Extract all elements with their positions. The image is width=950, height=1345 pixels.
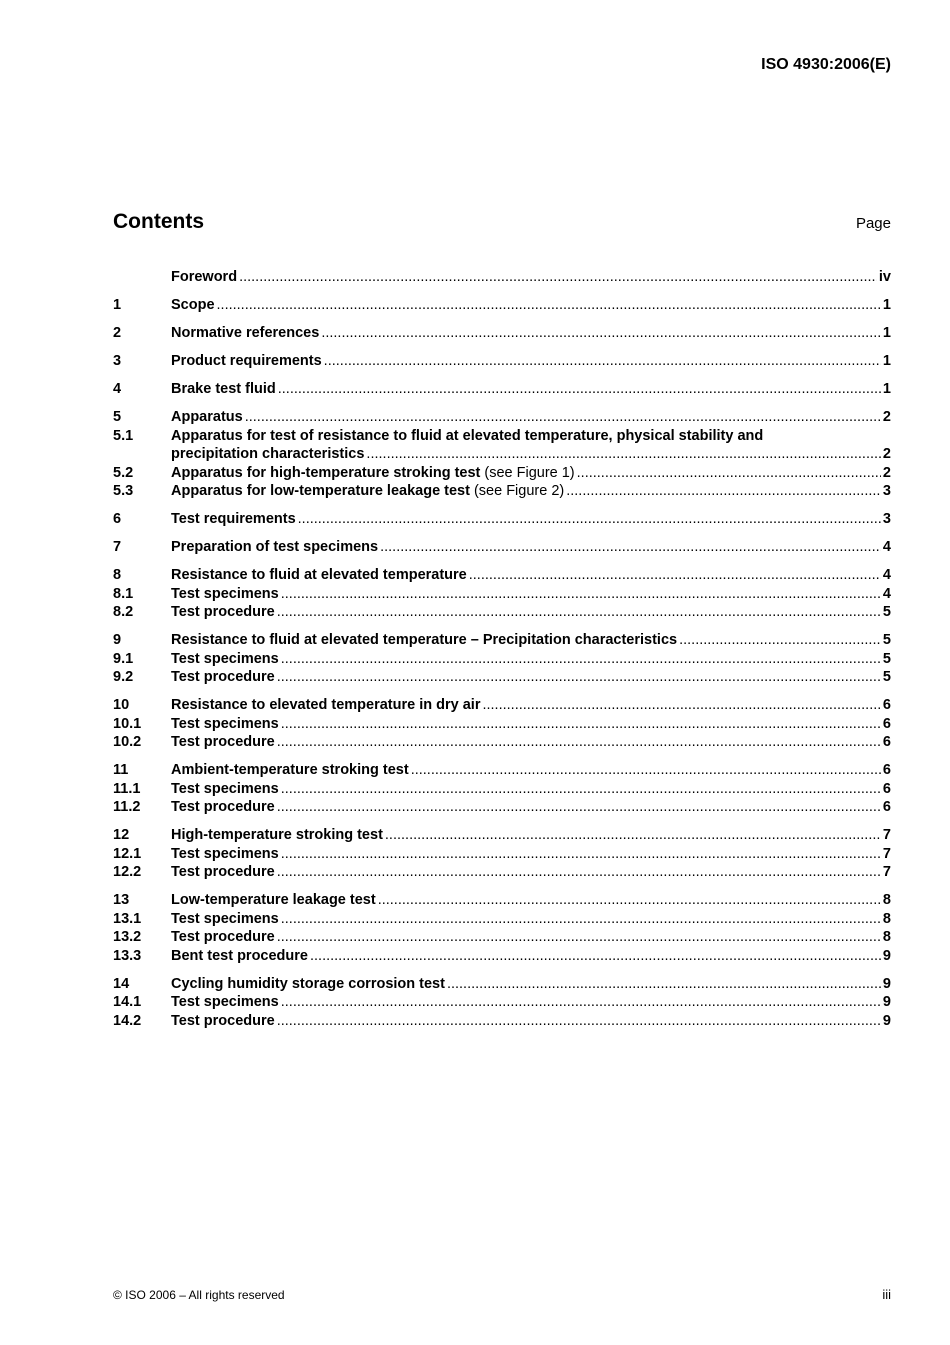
entry-title: Test procedure <box>171 864 275 880</box>
entry-number: 11.2 <box>113 799 141 815</box>
entry-number: 9.2 <box>113 669 134 685</box>
entry-line <box>171 445 891 464</box>
entry-number: 11 <box>113 762 129 778</box>
entry-body <box>171 408 891 427</box>
entry-page-number: 9 <box>882 1012 891 1029</box>
dot-leader <box>411 761 881 780</box>
entry-number: 8.2 <box>113 604 134 620</box>
entry-body <box>171 798 891 817</box>
page-number: iii <box>882 1287 891 1302</box>
entry-line <box>171 566 891 585</box>
dot-leader <box>281 780 881 799</box>
entry-page-number: 5 <box>882 650 891 667</box>
entry-body <box>171 380 891 399</box>
entry-number: 10.2 <box>113 734 142 750</box>
entry-number: 13 <box>113 892 130 908</box>
entry-line <box>171 296 891 315</box>
dot-leader <box>385 826 881 845</box>
toc-entry[interactable] <box>113 324 891 343</box>
entry-body <box>171 510 891 529</box>
entry-page-number: 6 <box>882 697 891 713</box>
entry-page-number: 6 <box>882 715 891 732</box>
toc-group <box>113 296 891 315</box>
entry-title: Resistance to elevated temperature in dry air <box>171 697 481 713</box>
toc-entry[interactable] <box>113 427 891 464</box>
entry-page-number: 6 <box>882 762 891 778</box>
entry-body <box>171 352 891 371</box>
dot-leader <box>277 1012 881 1031</box>
dot-leader <box>324 352 881 371</box>
dot-leader <box>239 268 877 287</box>
entry-number: 5.1 <box>113 427 134 444</box>
toc-entry[interactable] <box>113 780 891 799</box>
toc-entry[interactable] <box>113 798 891 817</box>
entry-line <box>171 482 891 501</box>
entry-number: 12 <box>113 827 130 843</box>
toc-group <box>113 380 891 399</box>
entry-body <box>171 975 891 994</box>
entry-page-number: 3 <box>882 511 891 527</box>
toc-group <box>113 510 891 529</box>
entry-number: 4 <box>113 381 122 397</box>
page-column-label: Page <box>855 215 891 232</box>
toc-entry[interactable] <box>113 910 891 929</box>
entry-figure-reference: (see Figure 2) <box>473 483 565 499</box>
entry-number: 13.1 <box>113 910 142 927</box>
entry-line <box>171 761 891 780</box>
entry-body <box>171 826 891 845</box>
entry-title: Normative references <box>171 325 320 341</box>
entry-page-number: 1 <box>882 353 891 369</box>
entry-body <box>171 324 891 343</box>
toc-group <box>113 696 891 752</box>
entry-line <box>171 650 891 669</box>
dot-leader <box>277 733 881 752</box>
toc-entry[interactable] <box>113 296 891 315</box>
dot-leader <box>469 566 881 585</box>
toc-entry[interactable] <box>113 408 891 427</box>
entry-number: 1 <box>113 297 122 313</box>
entry-page-number: iv <box>878 269 891 285</box>
entry-title: Resistance to fluid at elevated temperature <box>171 567 467 583</box>
entry-number: 8.1 <box>113 585 134 602</box>
entry-page-number: 8 <box>882 892 891 908</box>
entry-line <box>171 668 891 687</box>
toc-entry[interactable] <box>113 510 891 529</box>
toc-group <box>113 891 891 965</box>
entry-number: 10.1 <box>113 715 142 732</box>
entry-line <box>171 975 891 994</box>
dot-leader <box>366 445 881 464</box>
entry-line <box>171 464 891 483</box>
copyright-notice: © ISO 2006 – All rights reserved <box>113 1288 285 1302</box>
entry-line <box>171 798 891 817</box>
entry-line <box>171 733 891 752</box>
entry-body <box>171 928 891 947</box>
entry-figure-reference: (see Figure 1) <box>484 464 575 481</box>
entry-line <box>171 510 891 529</box>
toc-group <box>113 761 891 817</box>
entry-number: 10 <box>113 697 130 713</box>
entry-page-number: 5 <box>882 632 891 648</box>
toc-entry[interactable] <box>113 947 891 966</box>
entry-title: Test specimens <box>171 845 279 862</box>
entry-line <box>171 538 891 557</box>
toc-group <box>113 352 891 371</box>
entry-body <box>171 947 891 966</box>
entry-title: Test specimens <box>171 994 279 1010</box>
entry-number: 6 <box>113 511 122 527</box>
toc-entry[interactable] <box>113 733 891 752</box>
entry-title: Test requirements <box>171 511 296 527</box>
entry-page-number: 1 <box>882 297 891 313</box>
dot-leader <box>321 324 881 343</box>
entry-title: Test specimens <box>171 715 279 732</box>
entry-body <box>171 668 891 687</box>
entry-title: Cycling humidity storage corrosion test <box>171 975 445 992</box>
entry-body <box>171 585 891 604</box>
entry-page-number: 6 <box>882 734 891 750</box>
entry-body <box>171 910 891 929</box>
entry-line <box>171 863 891 882</box>
entry-title: Preparation of test specimens <box>171 539 379 555</box>
dot-leader <box>447 975 881 994</box>
entry-line <box>171 631 891 650</box>
entry-title: Test procedure <box>171 799 275 815</box>
entry-number: 7 <box>113 539 122 555</box>
entry-body <box>171 891 891 910</box>
entry-number: 9.1 <box>113 650 134 667</box>
entry-title: Test procedure <box>171 669 275 685</box>
entry-line <box>171 993 891 1012</box>
entry-line <box>171 427 891 446</box>
entry-line <box>171 380 891 399</box>
entry-title: Scope <box>171 297 215 313</box>
toc-entry[interactable] <box>113 631 891 650</box>
entry-page-number: 1 <box>882 325 891 341</box>
entry-body <box>171 464 891 483</box>
dot-leader <box>482 696 880 715</box>
toc-entry[interactable] <box>113 1012 891 1031</box>
entry-body <box>171 993 891 1012</box>
entry-title: Product requirements <box>171 353 322 369</box>
entry-page-number: 3 <box>882 483 891 499</box>
toc-entry[interactable] <box>113 863 891 882</box>
entry-body <box>171 650 891 669</box>
toc-entry[interactable] <box>113 566 891 585</box>
entry-page-number: 6 <box>882 780 891 797</box>
entry-body <box>171 715 891 734</box>
toc-group <box>113 826 891 882</box>
entry-title: Test specimens <box>171 780 279 797</box>
entry-number: 3 <box>113 353 122 369</box>
dot-leader <box>281 715 881 734</box>
dot-leader <box>277 928 881 947</box>
toc-entry[interactable] <box>113 538 891 557</box>
toc-group <box>113 538 891 557</box>
entry-line <box>171 780 891 799</box>
entry-page-number: 9 <box>882 947 891 964</box>
entry-title: Test specimens <box>171 650 279 667</box>
entry-line <box>171 352 891 371</box>
entry-title: Test procedure <box>171 604 275 620</box>
entry-body <box>171 1012 891 1031</box>
entry-page-number: 4 <box>882 567 891 583</box>
entry-page-number: 9 <box>882 994 891 1010</box>
entry-title: Low-temperature leakage test <box>171 892 376 908</box>
entry-body <box>171 538 891 557</box>
entry-title: Test procedure <box>171 1012 275 1029</box>
entry-title: precipitation characteristics <box>171 446 365 462</box>
entry-title: Apparatus for test of resistance to fluid at elevated temperature, physical stability and <box>171 427 764 444</box>
entry-number: 13.2 <box>113 929 142 945</box>
entry-body <box>171 845 891 864</box>
entry-line <box>171 585 891 604</box>
dot-leader <box>277 668 881 687</box>
entry-title: Test procedure <box>171 929 275 945</box>
entry-body <box>171 631 891 650</box>
entry-body <box>171 603 891 622</box>
toc-entry[interactable] <box>113 975 891 994</box>
entry-body <box>171 296 891 315</box>
entry-body <box>171 482 891 501</box>
dot-leader <box>277 863 881 882</box>
toc-entry[interactable] <box>113 715 891 734</box>
toc-entry[interactable] <box>113 668 891 687</box>
entry-title: Resistance to fluid at elevated temperature – Precipitation characteristics <box>171 632 678 648</box>
toc-entry[interactable] <box>113 891 891 910</box>
entry-line <box>171 696 891 715</box>
entry-title: Test procedure <box>171 734 275 750</box>
entry-body <box>171 566 891 585</box>
dot-leader <box>679 631 881 650</box>
toc-group <box>113 268 891 287</box>
toc-entry[interactable] <box>113 761 891 780</box>
entry-title: Brake test fluid <box>171 381 276 397</box>
entry-number: 5 <box>113 409 122 425</box>
contents-title: Contents <box>113 210 204 233</box>
toc-group <box>113 324 891 343</box>
entry-number: 14 <box>113 975 130 992</box>
toc-entry[interactable] <box>113 650 891 669</box>
entry-page-number: 5 <box>882 604 891 620</box>
entry-number: 14.1 <box>113 994 142 1010</box>
entry-number: 5.3 <box>113 483 134 499</box>
entry-body <box>171 780 891 799</box>
dot-leader <box>577 464 881 483</box>
toc-group <box>113 631 891 687</box>
dot-leader <box>277 798 881 817</box>
entry-line <box>171 891 891 910</box>
entry-line <box>171 1012 891 1031</box>
entry-page-number: 2 <box>882 464 891 481</box>
toc-entry[interactable] <box>113 464 891 483</box>
dot-leader <box>566 482 881 501</box>
entry-body <box>171 733 891 752</box>
entry-page-number: 7 <box>882 845 891 862</box>
entry-page-number: 5 <box>882 669 891 685</box>
entry-line <box>171 826 891 845</box>
entry-title: Apparatus for high-temperature stroking test <box>171 464 481 481</box>
toc-entry[interactable] <box>113 826 891 845</box>
entry-line <box>171 268 891 287</box>
entry-page-number: 9 <box>882 975 891 992</box>
dot-leader <box>217 296 881 315</box>
entry-title: Ambient-temperature stroking test <box>171 762 409 778</box>
dot-leader <box>310 947 881 966</box>
entry-title: Foreword <box>171 269 238 285</box>
entry-body <box>171 761 891 780</box>
entry-number: 13.3 <box>113 947 142 964</box>
toc-entry[interactable] <box>113 845 891 864</box>
entry-number: 8 <box>113 567 122 583</box>
entry-page-number: 2 <box>882 446 891 462</box>
entry-page-number: 8 <box>882 910 891 927</box>
entry-number: 11.1 <box>113 780 141 797</box>
entry-number: 5.2 <box>113 464 134 481</box>
entry-page-number: 6 <box>882 799 891 815</box>
toc-entry[interactable] <box>113 482 891 501</box>
entry-body <box>171 268 891 287</box>
entry-line <box>171 715 891 734</box>
entry-number: 14.2 <box>113 1012 142 1029</box>
entry-line <box>171 928 891 947</box>
document-id: ISO 4930:2006(E) <box>761 56 891 73</box>
dot-leader <box>298 510 881 529</box>
toc-entry[interactable] <box>113 993 891 1012</box>
entry-title: Test specimens <box>171 585 279 602</box>
entry-line <box>171 947 891 966</box>
entry-page-number: 4 <box>882 585 891 602</box>
entry-page-number: 8 <box>882 929 891 945</box>
dot-leader <box>277 603 881 622</box>
dot-leader <box>380 538 881 557</box>
toc-entry[interactable] <box>113 696 891 715</box>
toc-entry[interactable] <box>113 268 891 287</box>
entry-page-number: 4 <box>882 539 891 555</box>
entry-body <box>171 427 891 464</box>
entry-number: 12.1 <box>113 845 142 862</box>
table-of-contents <box>113 268 891 1040</box>
entry-page-number: 7 <box>882 827 891 843</box>
entry-page-number: 1 <box>882 381 891 397</box>
entry-body <box>171 863 891 882</box>
entry-line <box>171 408 891 427</box>
entry-line <box>171 845 891 864</box>
entry-number: 2 <box>113 325 122 341</box>
dot-leader <box>278 380 881 399</box>
entry-title: Apparatus for low-temperature leakage test <box>171 483 470 499</box>
entry-title: High-temperature stroking test <box>171 827 383 843</box>
toc-entry[interactable] <box>113 352 891 371</box>
dot-leader <box>281 650 881 669</box>
entry-page-number: 2 <box>882 409 891 425</box>
entry-line <box>171 603 891 622</box>
entry-line <box>171 324 891 343</box>
toc-group <box>113 975 891 1031</box>
contents-heading-row <box>113 210 891 234</box>
entry-number: 9 <box>113 632 122 648</box>
toc-entry[interactable] <box>113 603 891 622</box>
toc-entry[interactable] <box>113 928 891 947</box>
entry-number: 12.2 <box>113 864 142 880</box>
entry-title: Bent test procedure <box>171 947 308 964</box>
entry-page-number: 7 <box>882 864 891 880</box>
toc-group <box>113 408 891 501</box>
dot-leader <box>378 891 881 910</box>
toc-entry[interactable] <box>113 380 891 399</box>
entry-body <box>171 696 891 715</box>
entry-title: Apparatus <box>171 409 243 425</box>
entry-line <box>171 910 891 929</box>
dot-leader <box>281 585 881 604</box>
dot-leader <box>281 993 881 1012</box>
toc-entry[interactable] <box>113 585 891 604</box>
dot-leader <box>245 408 881 427</box>
toc-group <box>113 566 891 622</box>
dot-leader <box>281 845 881 864</box>
dot-leader <box>281 910 881 929</box>
entry-title: Test specimens <box>171 910 279 927</box>
